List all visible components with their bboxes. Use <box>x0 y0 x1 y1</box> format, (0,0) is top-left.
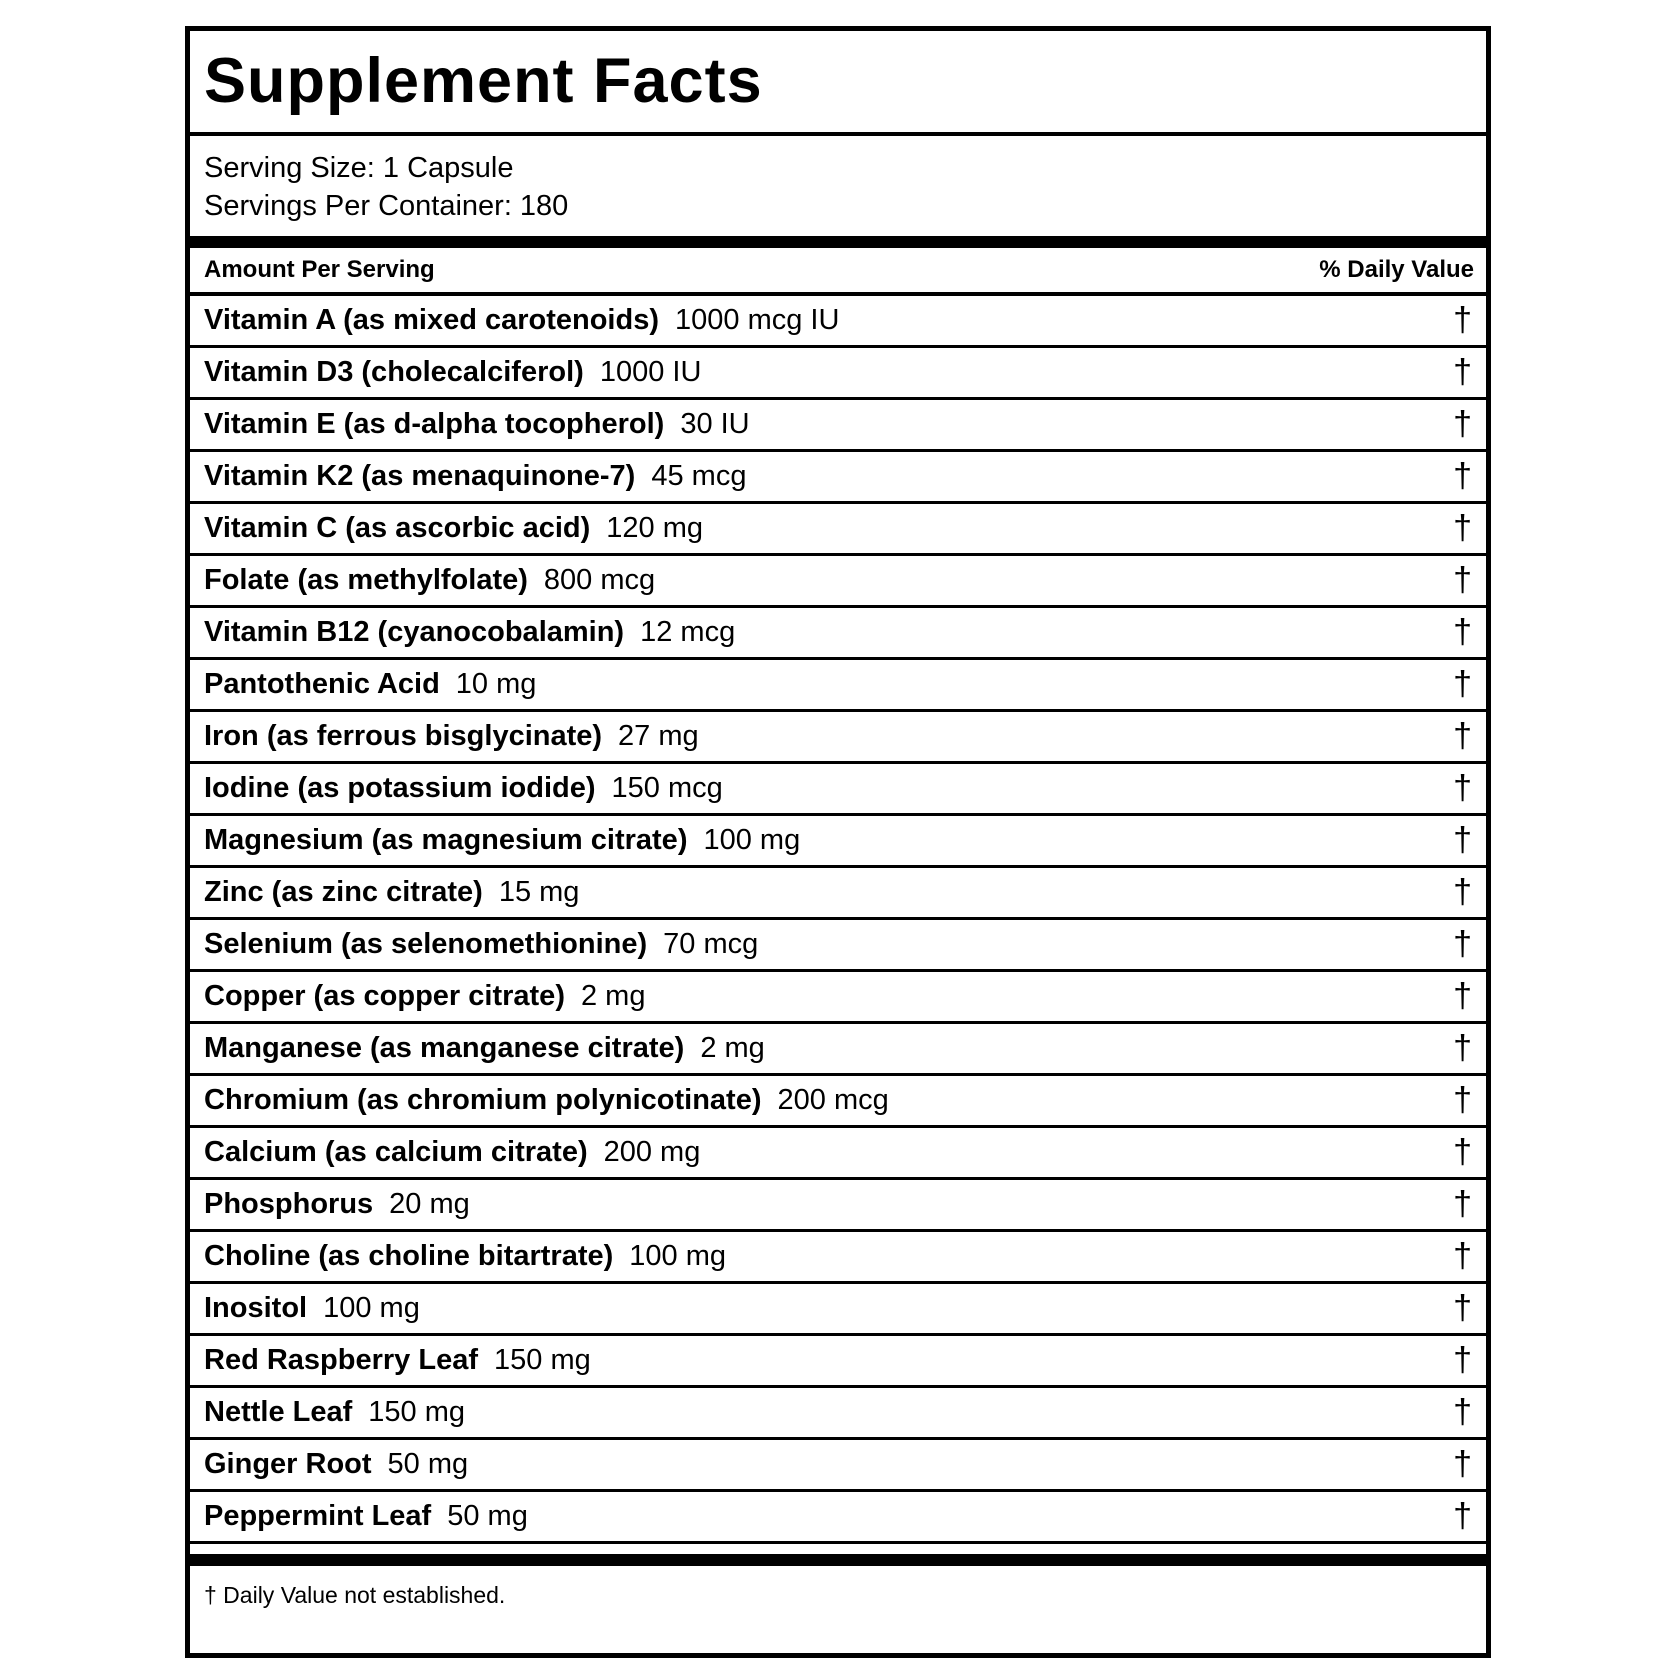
nutrient-amount: 50 mg <box>447 1500 528 1532</box>
nutrient-row <box>190 660 1486 712</box>
dagger-icon: † <box>1453 509 1472 547</box>
nutrient-row <box>190 764 1486 816</box>
header-daily-value: % Daily Value <box>1319 256 1474 283</box>
nutrient-amount: 2 mg <box>580 980 646 1012</box>
nutrient-name: Iron (as ferrous bisglycinate) <box>204 720 603 752</box>
dagger-icon: † <box>1453 353 1472 391</box>
nutrient-name: Zinc (as zinc citrate) <box>204 876 483 908</box>
nutrient-amount: 120 mg <box>606 512 704 544</box>
nutrient-row <box>190 296 1486 348</box>
nutrient-row <box>190 1232 1486 1284</box>
nutrient-row <box>190 1284 1486 1336</box>
nutrient-row <box>190 1128 1486 1180</box>
nutrient-name: Magnesium (as magnesium citrate) <box>204 824 688 856</box>
thick-divider-top <box>190 236 1486 248</box>
dagger-icon: † <box>1453 769 1472 807</box>
dagger-icon: † <box>1453 301 1472 339</box>
column-header <box>190 248 1486 296</box>
nutrient-name: Copper (as copper citrate) <box>204 980 565 1012</box>
footnote: † Daily Value not established. <box>204 1582 506 1608</box>
nutrient-amount: 45 mcg <box>651 460 747 492</box>
nutrient-row <box>190 1492 1486 1544</box>
spacer <box>190 1544 1486 1554</box>
nutrient-amount: 50 mg <box>387 1448 469 1480</box>
nutrient-row <box>190 1180 1486 1232</box>
nutrient-name: Vitamin B12 (cyanocobalamin) <box>204 616 625 648</box>
nutrient-list <box>190 296 1486 1544</box>
dagger-icon: † <box>1453 665 1472 703</box>
nutrient-amount: 100 mg <box>629 1240 727 1272</box>
nutrient-name: Ginger Root <box>204 1448 372 1480</box>
nutrient-row <box>190 1388 1486 1440</box>
nutrient-row <box>190 348 1486 400</box>
nutrient-row <box>190 608 1486 660</box>
nutrient-name: Manganese (as manganese citrate) <box>204 1032 685 1064</box>
header-amount-per-serving: Amount Per Serving <box>204 256 435 283</box>
nutrient-name: Calcium (as calcium citrate) <box>204 1136 588 1168</box>
nutrient-row <box>190 452 1486 504</box>
nutrient-name: Folate (as methylfolate) <box>204 564 528 596</box>
nutrient-amount: 27 mg <box>618 720 699 752</box>
nutrient-row <box>190 1440 1486 1492</box>
nutrient-name: Vitamin A (as mixed carotenoids) <box>204 304 659 336</box>
dagger-icon: † <box>1453 613 1472 651</box>
dagger-icon: † <box>1453 1237 1472 1275</box>
dagger-icon: † <box>1453 1393 1472 1431</box>
dagger-icon: † <box>1453 873 1472 911</box>
nutrient-name: Pantothenic Acid <box>204 668 440 700</box>
dagger-icon: † <box>1453 1185 1472 1223</box>
nutrient-amount: 15 mg <box>498 876 580 908</box>
nutrient-name: Peppermint Leaf <box>204 1500 432 1532</box>
serving-size: Serving Size: 1 Capsule <box>204 152 514 184</box>
nutrient-name: Phosphorus <box>204 1188 374 1220</box>
nutrient-row <box>190 400 1486 452</box>
supplement-facts-panel <box>185 26 1491 1658</box>
dagger-icon: † <box>1453 1289 1472 1327</box>
nutrient-row <box>190 504 1486 556</box>
nutrient-name: Inositol <box>204 1292 308 1324</box>
nutrient-name: Choline (as choline bitartrate) <box>204 1240 614 1272</box>
nutrient-amount: 100 mg <box>703 824 801 856</box>
nutrient-row <box>190 920 1486 972</box>
nutrient-row <box>190 556 1486 608</box>
panel-title: Supplement Facts <box>190 31 1486 136</box>
nutrient-row <box>190 972 1486 1024</box>
servings-per-container: Servings Per Container: 180 <box>204 190 569 222</box>
nutrient-amount: 150 mg <box>368 1396 465 1428</box>
dagger-icon: † <box>1453 1445 1472 1483</box>
serving-info <box>190 136 1486 236</box>
nutrient-amount: 200 mcg <box>777 1084 889 1116</box>
nutrient-row <box>190 1336 1486 1388</box>
nutrient-name: Vitamin E (as d-alpha tocopherol) <box>204 408 665 440</box>
nutrient-name: Red Raspberry Leaf <box>204 1344 478 1376</box>
nutrient-row <box>190 712 1486 764</box>
nutrient-amount: 1000 mcg IU <box>675 304 840 336</box>
nutrient-row <box>190 1076 1486 1128</box>
nutrient-amount: 70 mcg <box>663 928 759 960</box>
dagger-icon: † <box>1453 1133 1472 1171</box>
nutrient-name: Vitamin C (as ascorbic acid) <box>204 512 591 544</box>
nutrient-amount: 150 mcg <box>611 772 723 804</box>
nutrient-name: Nettle Leaf <box>204 1396 353 1428</box>
dagger-icon: † <box>1453 1497 1472 1535</box>
nutrient-amount: 150 mg <box>494 1344 591 1376</box>
nutrient-name: Selenium (as selenomethionine) <box>204 928 648 960</box>
nutrient-name: Iodine (as potassium iodide) <box>204 772 596 804</box>
dagger-icon: † <box>1453 1341 1472 1379</box>
nutrient-amount: 20 mg <box>389 1188 470 1220</box>
nutrient-row <box>190 816 1486 868</box>
dagger-icon: † <box>1453 1081 1472 1119</box>
dagger-icon: † <box>1453 977 1472 1015</box>
nutrient-amount: 800 mcg <box>543 564 656 596</box>
nutrient-amount: 12 mcg <box>640 616 736 648</box>
nutrient-amount: 10 mg <box>455 668 537 700</box>
nutrient-amount: 100 mg <box>323 1292 420 1324</box>
dagger-icon: † <box>1453 925 1472 963</box>
nutrient-amount: 2 mg <box>700 1032 765 1064</box>
nutrient-amount: 1000 IU <box>599 356 702 388</box>
dagger-icon: † <box>1453 717 1472 755</box>
dagger-icon: † <box>1453 405 1472 443</box>
nutrient-name: Chromium (as chromium polynicotinate) <box>204 1084 762 1116</box>
dagger-icon: † <box>1453 821 1472 859</box>
dagger-icon: † <box>1453 457 1472 495</box>
thick-divider-bottom <box>190 1554 1486 1566</box>
dagger-icon: † <box>1453 561 1472 599</box>
nutrient-amount: 30 IU <box>680 408 750 440</box>
nutrient-amount: 200 mg <box>603 1136 701 1168</box>
nutrient-name: Vitamin K2 (as menaquinone-7) <box>204 460 636 492</box>
nutrient-name: Vitamin D3 (cholecalciferol) <box>204 356 584 388</box>
nutrient-row <box>190 868 1486 920</box>
dagger-icon: † <box>1453 1029 1472 1067</box>
nutrient-row <box>190 1024 1486 1076</box>
